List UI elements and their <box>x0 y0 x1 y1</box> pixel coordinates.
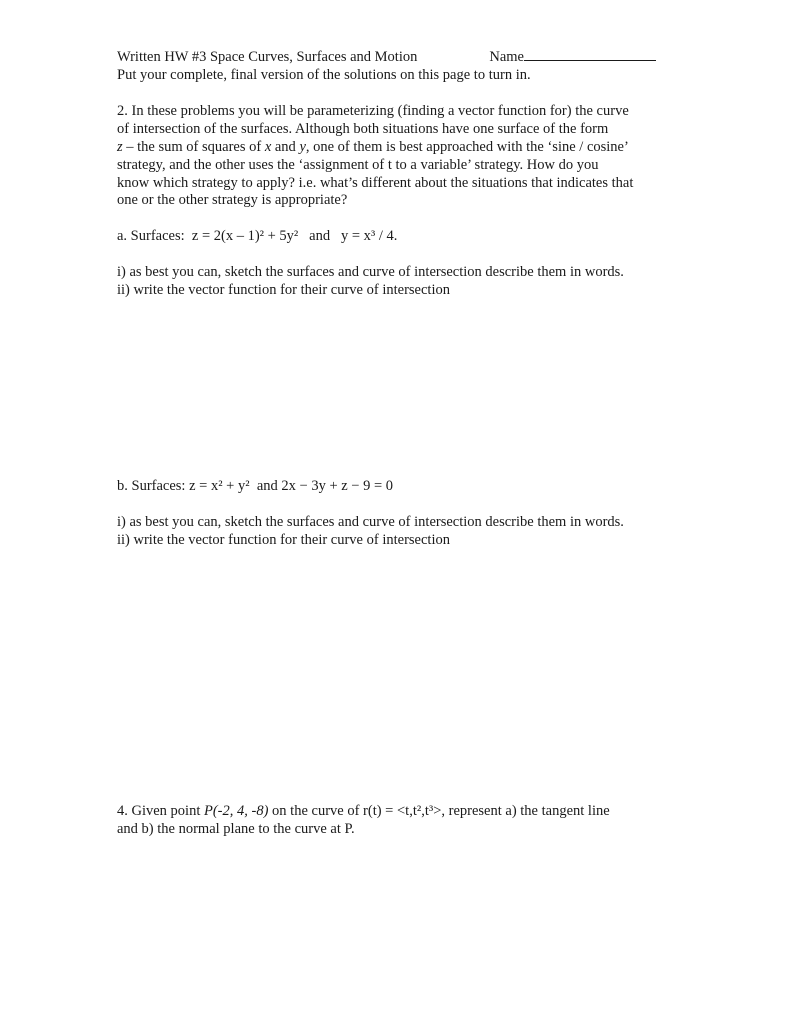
part-a-surfaces: a. Surfaces: z = 2(x – 1)² + 5y² and y = x³ / 4. <box>117 228 398 244</box>
name-label: Name <box>489 49 524 65</box>
problem2-line-5: know which strategy to apply? i.e. what’s different about the situations that indicates that <box>117 175 634 191</box>
assignment-title: Written HW #3 Space Curves, Surfaces and Motion <box>117 49 418 65</box>
part-b-label: b. Surfaces: <box>117 478 186 494</box>
problem2-line-1: 2. In these problems you will be parameterizing (finding a vector function for) the curve <box>117 103 629 119</box>
part-a-equation-2: y = x³ / 4. <box>340 228 398 244</box>
part-a-item-i: i) as best you can, sketch the surfaces and curve of intersection describe them in words. <box>117 264 624 280</box>
problem2-line-3: z – the sum of squares of x and y, one of them is best approached with the ‘sine / cosine’ <box>117 139 629 155</box>
header-row <box>117 48 656 66</box>
vector-function: r(t) = <t,t²,t³> <box>363 803 442 819</box>
part-b-equation-2: 2x − 3y + z − 9 = 0 <box>281 478 394 494</box>
part-b-item-ii: ii) write the vector function for their curve of intersection <box>117 532 450 548</box>
problem2-line-2: of intersection of the surfaces. Although both situations have one surface of the form <box>117 121 609 137</box>
problem2-line-6: one or the other strategy is appropriate? <box>117 192 348 208</box>
problem4-line-2: and b) the normal plane to the curve at P. <box>117 821 355 837</box>
problem2-line-4: strategy, and the other uses the ‘assignment of t to a variable’ strategy. How do you <box>117 157 599 173</box>
part-a-label: a. Surfaces: <box>117 228 185 244</box>
part-b-equation-1: z = x² + y² <box>189 478 250 494</box>
part-b-surfaces: b. Surfaces: z = x² + y² and 2x − 3y + z − 9 = 0 <box>117 478 394 494</box>
problem4-line-1: 4. Given point P(-2, 4, -8) on the curve of r(t) = <t,t²,t³>, represent a) the tangent line <box>117 803 610 819</box>
point-p: P(-2, 4, -8) <box>204 803 269 819</box>
part-a-equation-1: z = 2(x – 1)² + 5y² <box>191 228 299 244</box>
instruction-text: Put your complete, final version of the solutions on this page to turn in. <box>117 67 531 83</box>
name-blank-line <box>524 48 656 61</box>
part-b-item-i: i) as best you can, sketch the surfaces and curve of intersection describe them in words. <box>117 514 624 530</box>
part-a-item-ii: ii) write the vector function for their curve of intersection <box>117 282 450 298</box>
